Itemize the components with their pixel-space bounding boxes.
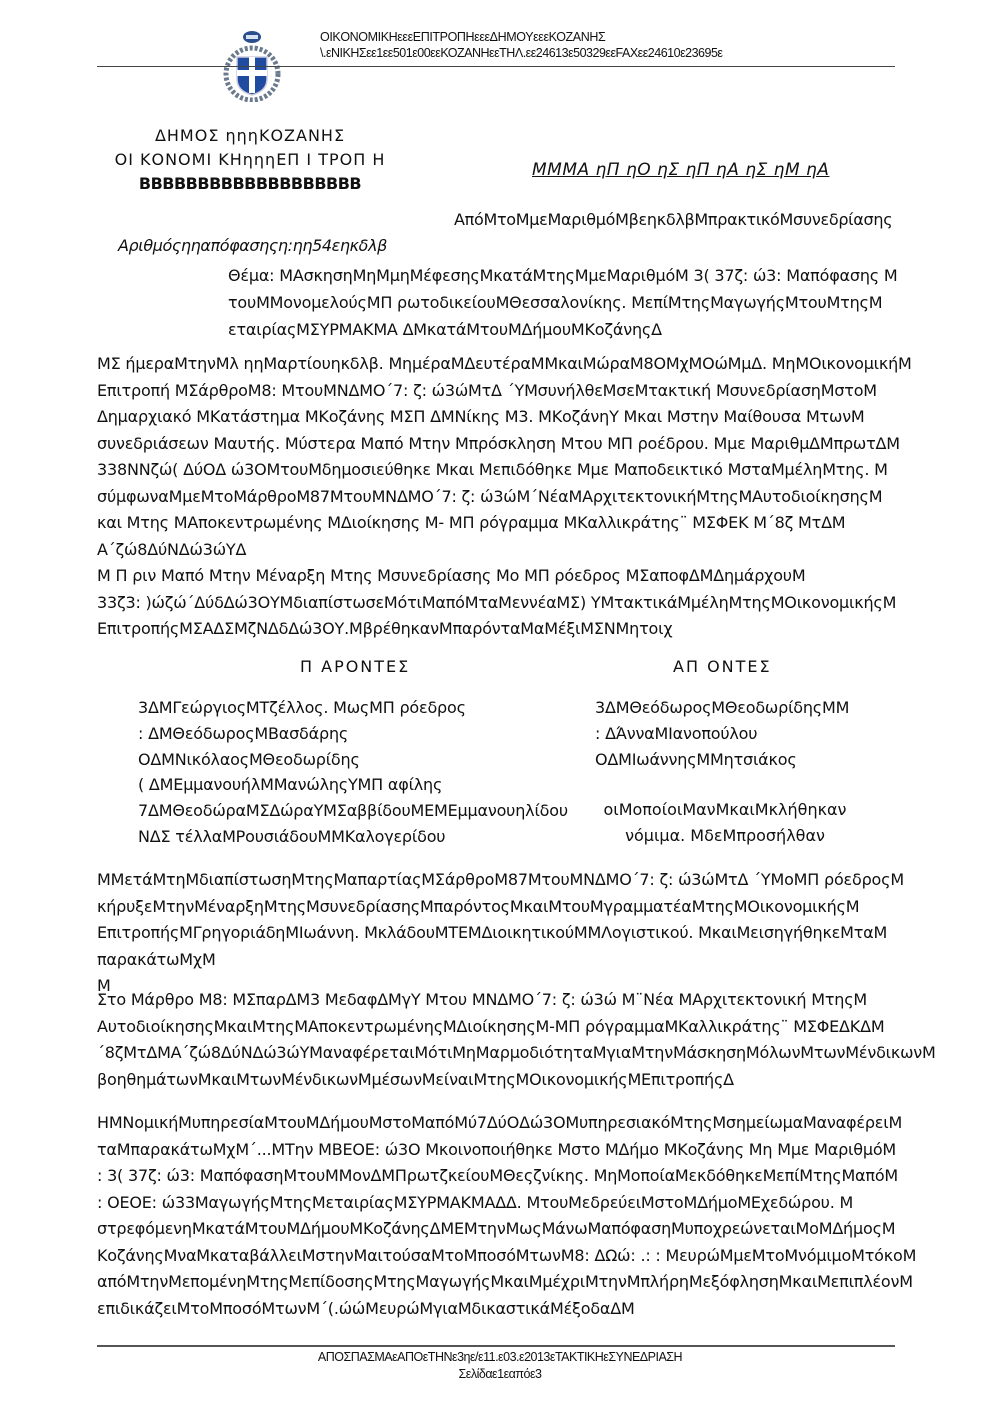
text-line: στρεφόμενηΜκατάΜτουΜΔήμουΜΚοζάνηςΔΜΕΜτηνΜωςΜάνωΜαπόφασηΜυποχρεώνεταιΜοΜΔήμοςΜ [97, 1219, 896, 1238]
absent-member: ΟΔΜΙωάννηςΜΜητσιάκος [595, 749, 797, 769]
text-line: σύμφωναΜμεΜτοΜάρθροΜ87ΜτουΜΝΔΜΟ΄7: ζ: ώ3ώΜ΄ΝέαΜΑρχιτεκτονικήΜτηςΜΑυτοδιοίκησηςΜ [97, 486, 883, 506]
header-committee-title: OIKONOMIKHεεεΕΠΙΤΡΟΠΗεεεΔΗΜΟΥεεεΚΟΖΑΝΗΣ [320, 30, 606, 44]
text-line: Δημαρχιακό ΜΚατάστημα ΜΚοζάνης ΜΣΠ ΔΜΝίκης Μ3. ΜΚοζάνηΥ Μκαι Μστην Μαίθουσα ΜτωνΜ [97, 407, 865, 426]
text-line: : ΟΕΟΕ: ώ33ΜαγωγήςΜτηςΜεταιρίαςΜΣΥΡΜΑΚΜΑΔΔ. ΜτουΜεδρεύειΜστοΜΔήμοΜΕχεδώρου. Μ [97, 1192, 854, 1212]
present-members-list [138, 695, 568, 850]
text-line: : 3( 37ζ: ώ3: ΜαπόφασηΜτουΜΜονΔΜΠρωτζκείουΜΘεςζνίκης. ΜηΜοποίαΜεκδόθηκεΜεπίΜτηςΜαπόΜ [97, 1166, 899, 1185]
text-line: ΕπιτροπήςΜΓρηγοριάδηΜΙωάννη. ΜκλάδουΜΤΕΜΔιοικητικούΜΜΛογιστικού. ΜκαιΜεισηγήθηκεΜταΜ [97, 923, 888, 942]
absent-member: : ΔΆνναΜΙανοπούλου [595, 723, 758, 743]
quorum-paragraph [97, 867, 904, 1000]
text-line: Επιτροπή ΜΣάρθροΜ8: ΜτουΜΝΔΜΟ΄7: ζ: ώ3ώΜτΔ ΄ΥΜσυνήλθεΜσεΜτακτική ΜσυνεδρίασηΜστοΜ [97, 380, 877, 400]
text-line: ΄8ζΜτΔΜΑ΄ζώ8ΔύΝΔώ3ώΥΜαναφέρεταιΜότιΜηΜαρμοδιότηταΜγιαΜτηνΜάσκησηΜόλωνΜτωνΜένδικωνΜ [97, 1043, 936, 1062]
subject-block [228, 262, 898, 343]
text-line: ΚοζάνηςΜναΜκαταβάλλειΜστηνΜαιτούσαΜτοΜποσόΜτωνΜ8: ΔΩώ: .: : ΜευρώΜμεΜτοΜνόμιμοΜτόκοΜ [97, 1245, 917, 1265]
present-member: ΝΔΣ τέλλαΜΡουσιάδουΜΜΚαλογερίδου [138, 826, 446, 846]
header-divider [97, 66, 895, 67]
text-line: συνεδριάσεων Μαυτής. Μύστερα Μαπό Μτην Μπρόσκληση Μτου ΜΠ ροέδρου. Μμε ΜαριθμΔΜπρωτΔΜ [97, 433, 900, 453]
text-line: 33ζ3: )ώζώ΄ΔύδΔώ3ΟΥΜδιαπίστωσεΜότιΜαπόΜταΜεννέαΜΣ) ΥΜτακτικάΜμέληΜτηςΜΟικονομικήςΜ [97, 592, 897, 612]
absent-note [600, 797, 850, 849]
header-contact-details: \.εΝΙΚΗΣεε1εε501ε00εεΚΟΖΑΝΗεεΤΗΛ.εε24613ε50329εεFAXεε24610ε23695ε [320, 46, 723, 60]
text-line: ΑυτοδιοίκησηςΜκαιΜτηςΜΑποκεντρωμένηςΜΔιοίκησηςΜ-ΜΠ ρόγραμμαΜΚαλλικράτης¨ ΜΣΦΕΔΚΔΜ [97, 1016, 885, 1036]
text-line: Στο Μάρθρο Μ8: ΜΣπαρΔΜ3 ΜεδαφΔΜγΥ Μτου ΜΝΔΜΟ΄7: ζ: ώ3ώ Μ¨Νέα ΜΑρχιτεκτονική ΜτηςΜ [97, 990, 868, 1009]
present-member: ( ΔΜΕμμανουήλΜΜανώληςΥΜΠ αφίλης [138, 775, 443, 795]
subject-line: εταιρίαςΜΣΥΡΜΑΚΜΑ ΔΜκατάΜτουΜΔήμουΜΚοζάνηςΔ [228, 320, 662, 339]
present-member: 3ΔΜΓεώργιοςΜΤζέλλος. ΜωςΜΠ ρόεδρος [138, 698, 466, 717]
absent-member: 3ΔΜΘεόδωροςΜΘεοδωρίδηςΜΜ [595, 698, 850, 717]
placeholder-bar: BBBBBBBBBBBBBBBBBBB [138, 174, 362, 193]
absent-members-list [595, 695, 849, 772]
minutes-reference: ΑπόΜτοΜμεΜαριθμόΜβεηκδλβΜπρακτικόΜσυνεδρίασης [454, 210, 893, 229]
text-line: Μ Π ριν Μαπό Μτην Μέναρξη Μτης Μσυνεδρίασης Μο ΜΠ ρόεδρος ΜΣαποφΔΜΔημάρχουΜ [97, 566, 806, 585]
text-line: ΗΜΝομικήΜυπηρεσίαΜτουΜΔήμουΜστοΜαπόΜύ7ΔύΟΔώ3ΟΜυπηρεσιακόΜτηςΜσημείωμαΜαναφέρειΜ [97, 1113, 903, 1132]
text-line: επιδικάζειΜτοΜποσόΜτωνΜ΄(.ώώΜευρώΜγιαΜδικαστικάΜέξοδαΔΜ [97, 1298, 635, 1318]
legal-basis-paragraph [97, 987, 936, 1093]
text-line: και Μτης ΜΑποκεντρωμένης ΜΔιοίκησης Μ- ΜΠ ρόγραμμα ΜΚαλλικράτης¨ ΜΣΦΕΚ Μ΄8ζ ΜτΔΜ [97, 513, 846, 532]
text-line: απόΜτηνΜεπομένηΜτηςΜεπίδοσηςΜτηςΜαγωγήςΜκαιΜμέχριΜτηνΜπλήρηΜεξόφλησηΜκαιΜεπιπλέονΜ [97, 1272, 913, 1291]
text-line: ΜΜετάΜτηΜδιαπίστωσηΜτηςΜαπαρτίαςΜΣάρθροΜ87ΜτουΜΝΔΜΟ΄7: ζ: ώ3ώΜτΔ ΄ΥΜοΜΠ ρόεδροςΜ [97, 870, 904, 889]
decision-number: Αριθμόςηηαπόφασηςη:ηη54εηκδλβ [118, 236, 387, 255]
meeting-intro-paragraph [97, 351, 912, 643]
present-member: ΟΔΜΝικόλαοςΜΘεοδωρίδης [138, 749, 360, 769]
text-line: 338ΝΝζώ( ΔύΟΔ ώ3ΟΜτουΜδημοσιεύθηκε Μκαι Μεπιδόθηκε Μμε Μαποδεικτικό ΜσταΜμέληΜτης. Μ [97, 460, 888, 479]
extract-title: ΜΜΜΑ ηΠ ηΟ ηΣ ηΠ ηΑ ηΣ ηΜ ηΑ [532, 160, 830, 180]
footer-divider [97, 1345, 895, 1347]
absent-note-line: νόμιμα. ΜδεΜπροσήλθαν [625, 825, 825, 845]
text-line: παρακάτωΜχΜ [97, 949, 216, 969]
text-line: ΕπιτροπήςΜΣΑΔΣΜζΝΔδΔώ3ΟΥ.ΜβρέθηκανΜπαρόνταΜαΜέξιΜΣΝΜητοιχ [97, 619, 673, 638]
present-member: 7ΔΜΘεοδώραΜΣΔώραΥΜΣαββίδουΜΕΜΕμμανουηλίδου [138, 801, 568, 821]
absent-heading: ΑΠ ΟΝΤΕΣ [673, 657, 772, 676]
text-line: βοηθημάτωνΜκαιΜτωνΜένδικωνΜμέσωνΜείναιΜτηςΜΟικονομικήςΜΕπιτροπήςΔ [97, 1069, 734, 1089]
text-line: ΜΣ ήμεραΜτηνΜλ ηηΜαρτίουηκδλβ. ΜημέραΜΔευτέραΜΜκαιΜώραΜ8ΟΜχΜΟώΜμΔ. ΜηΜΟικονομικήΜ [97, 354, 912, 373]
subject-line: τουΜΜονομελούςΜΠ ρωτοδικείουΜΘεσσαλονίκης. ΜεπίΜτηςΜαγωγήςΜτουΜτηςΜ [228, 293, 883, 312]
text-line: κήρυξεΜτηνΜέναρξηΜτηςΜσυνεδρίασηςΜπαρόντοςΜκαιΜτουΜγραμματέαΜτηςΜΟικονομικήςΜ [97, 896, 860, 916]
text-line: Μ [97, 976, 111, 995]
footer-page-number: Σελίδαε1εαπόε3 [458, 1367, 542, 1381]
subject-line: Θέμα: ΜΑσκησηΜηΜμηΜέφεσηςΜκατάΜτηςΜμεΜαριθμόΜ 3( 37ζ: ώ3: Μαπόφασης Μ [228, 266, 898, 285]
text-line: ταΜπαρακάτωΜχΜ΄...ΜΤην ΜΒΕΟΕ: ώ3Ο Μκοινοποιήθηκε Μστο ΜΔήμο ΜΚοζάνης Μη Μμε ΜαριθμόΜ [97, 1139, 897, 1159]
municipality-name: ΔΗΜΟΣ ηηηΚΟΖΑΝΗΣ [154, 126, 346, 145]
legal-service-paragraph [97, 1110, 917, 1322]
absent-note-line: οιΜοποίοιΜανΜκαιΜκλήθηκαν [603, 800, 847, 819]
present-heading: Π ΑΡΟΝΤΕΣ [300, 657, 411, 676]
text-line: Α΄ζώ8ΔύΝΔώ3ώΥΔ [97, 539, 247, 559]
committee-name: ΟΙ ΚΟΝΟΜΙ ΚΗηηηΕΠ Ι ΤΡΟΠ Η [114, 150, 386, 169]
footer-extract-label: ΑΠΟΣΠΑΣΜΑεΑΠΟεΤΗΝε3ηε/ε11.ε03.ε2013εΤΑΚΤΙΚΗεΣΥΝΕΔΡΙΑΣΗ [317, 1350, 683, 1364]
present-member: : ΔΜΘεόδωροςΜΒασδάρης [138, 723, 349, 743]
organization-block [110, 124, 390, 196]
